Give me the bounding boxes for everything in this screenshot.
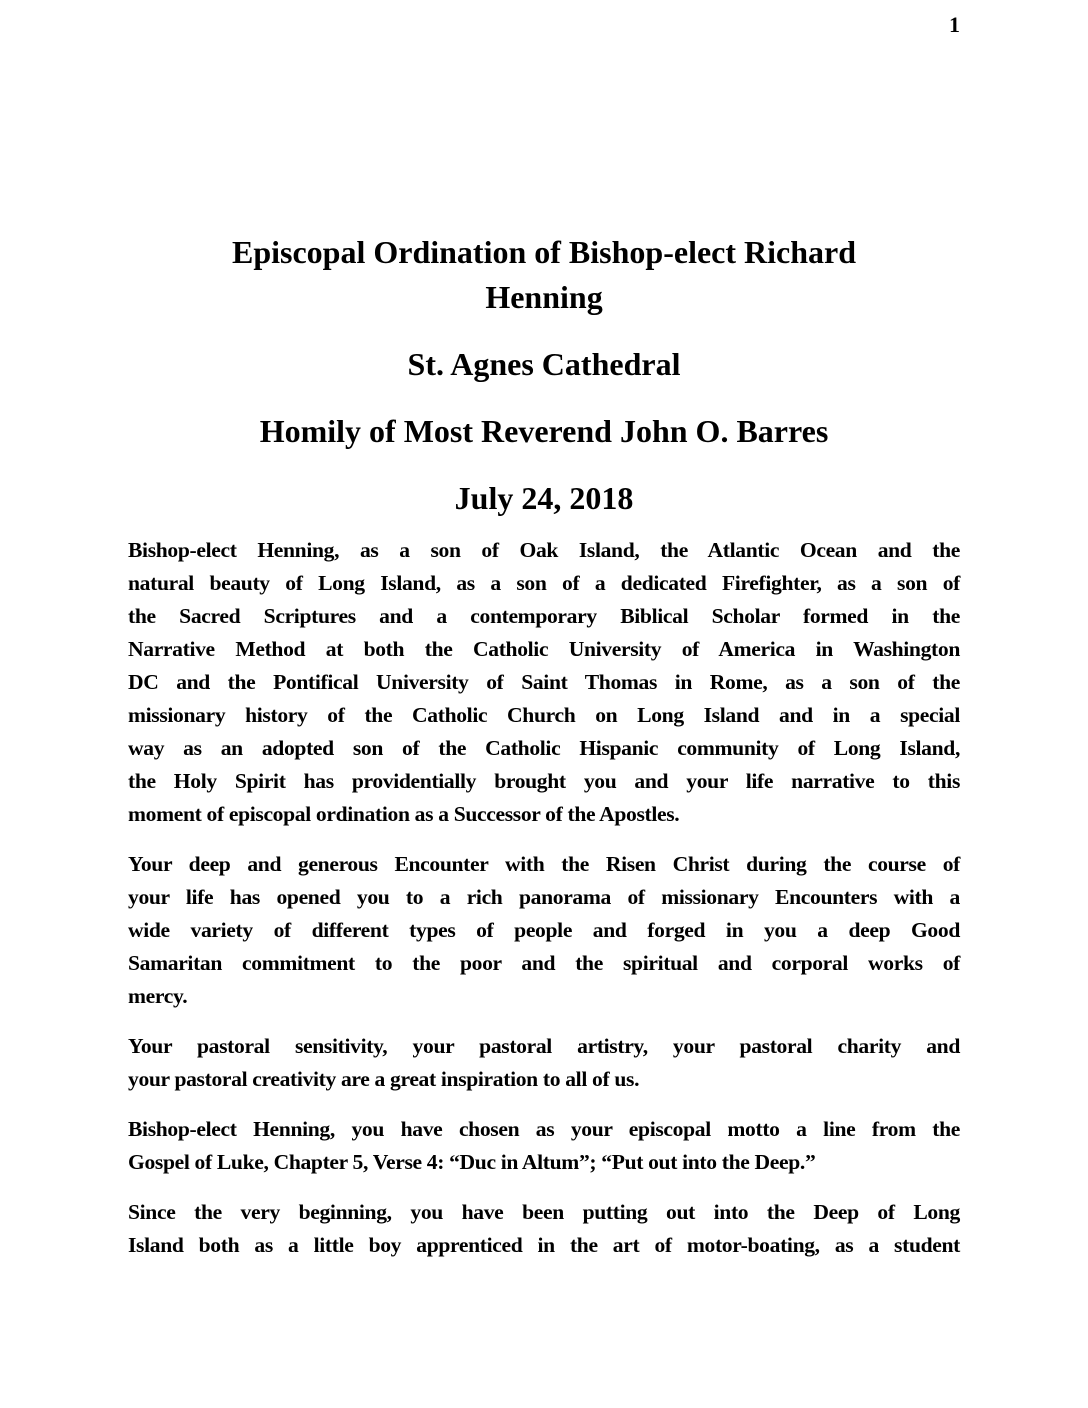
paragraph-line: Since the very beginning, you have been putting out into the Deep of Long: [128, 1200, 960, 1224]
paragraph-line: missionary history of the Catholic Church on Long Island and in a special: [128, 703, 960, 727]
paragraph-line: the Holy Spirit has providentially brought you and your life narrative to this: [128, 769, 960, 793]
paragraph: [128, 534, 960, 831]
paragraph-line: your pastoral creativity are a great inspiration to all of us.: [128, 1067, 640, 1091]
page-number: 1: [949, 12, 960, 37]
paragraph-line: Bishop-elect Henning, as a son of Oak Island, the Atlantic Ocean and the: [128, 538, 960, 562]
paragraph-line: Gospel of Luke, Chapter 5, Verse 4: “Duc in Altum”; “Put out into the Deep.”: [128, 1150, 816, 1174]
paragraph-line: way as an adopted son of the Catholic Hispanic community of Long Island,: [128, 736, 960, 760]
paragraph: [128, 848, 960, 1013]
paragraph-line: DC and the Pontifical University of Saint Thomas in Rome, as a son of the: [128, 670, 960, 694]
paragraph-line: the Sacred Scriptures and a contemporary Biblical Scholar formed in the: [128, 604, 960, 628]
paragraph: [128, 1196, 960, 1262]
title-line-1: Episcopal Ordination of Bishop-elect Richard: [231, 234, 857, 270]
title-block: [128, 230, 960, 521]
homily-heading: Homily of Most Reverend John O. Barres: [259, 413, 829, 449]
paragraph-line: Island both as a little boy apprenticed in the art of motor-boating, as a student: [128, 1233, 960, 1257]
paragraph-line: wide variety of different types of people and forged in you a deep Good: [128, 918, 960, 942]
date-heading: July 24, 2018: [454, 480, 634, 516]
paragraph-line: Narrative Method at both the Catholic University of America in Washington: [128, 637, 960, 661]
document-body: [128, 534, 960, 1279]
paragraph: [128, 1113, 960, 1179]
paragraph: [128, 1030, 960, 1096]
title-line-2: Henning: [485, 279, 603, 315]
location-heading: St. Agnes Cathedral: [407, 346, 681, 382]
paragraph-line: Samaritan commitment to the poor and the spiritual and corporal works of: [128, 951, 960, 975]
paragraph-line: mercy.: [128, 984, 188, 1008]
paragraph-line: natural beauty of Long Island, as a son of a dedicated Firefighter, as a son of: [128, 571, 960, 595]
paragraph-line: Your deep and generous Encounter with the Risen Christ during the course of: [128, 852, 960, 876]
paragraph-line: Bishop-elect Henning, you have chosen as your episcopal motto a line from the: [128, 1117, 960, 1141]
paragraph-line: your life has opened you to a rich panorama of missionary Encounters with a: [128, 885, 960, 909]
paragraph-line: Your pastoral sensitivity, your pastoral artistry, your pastoral charity and: [128, 1034, 960, 1058]
paragraph-line: moment of episcopal ordination as a Successor of the Apostles.: [128, 802, 680, 826]
